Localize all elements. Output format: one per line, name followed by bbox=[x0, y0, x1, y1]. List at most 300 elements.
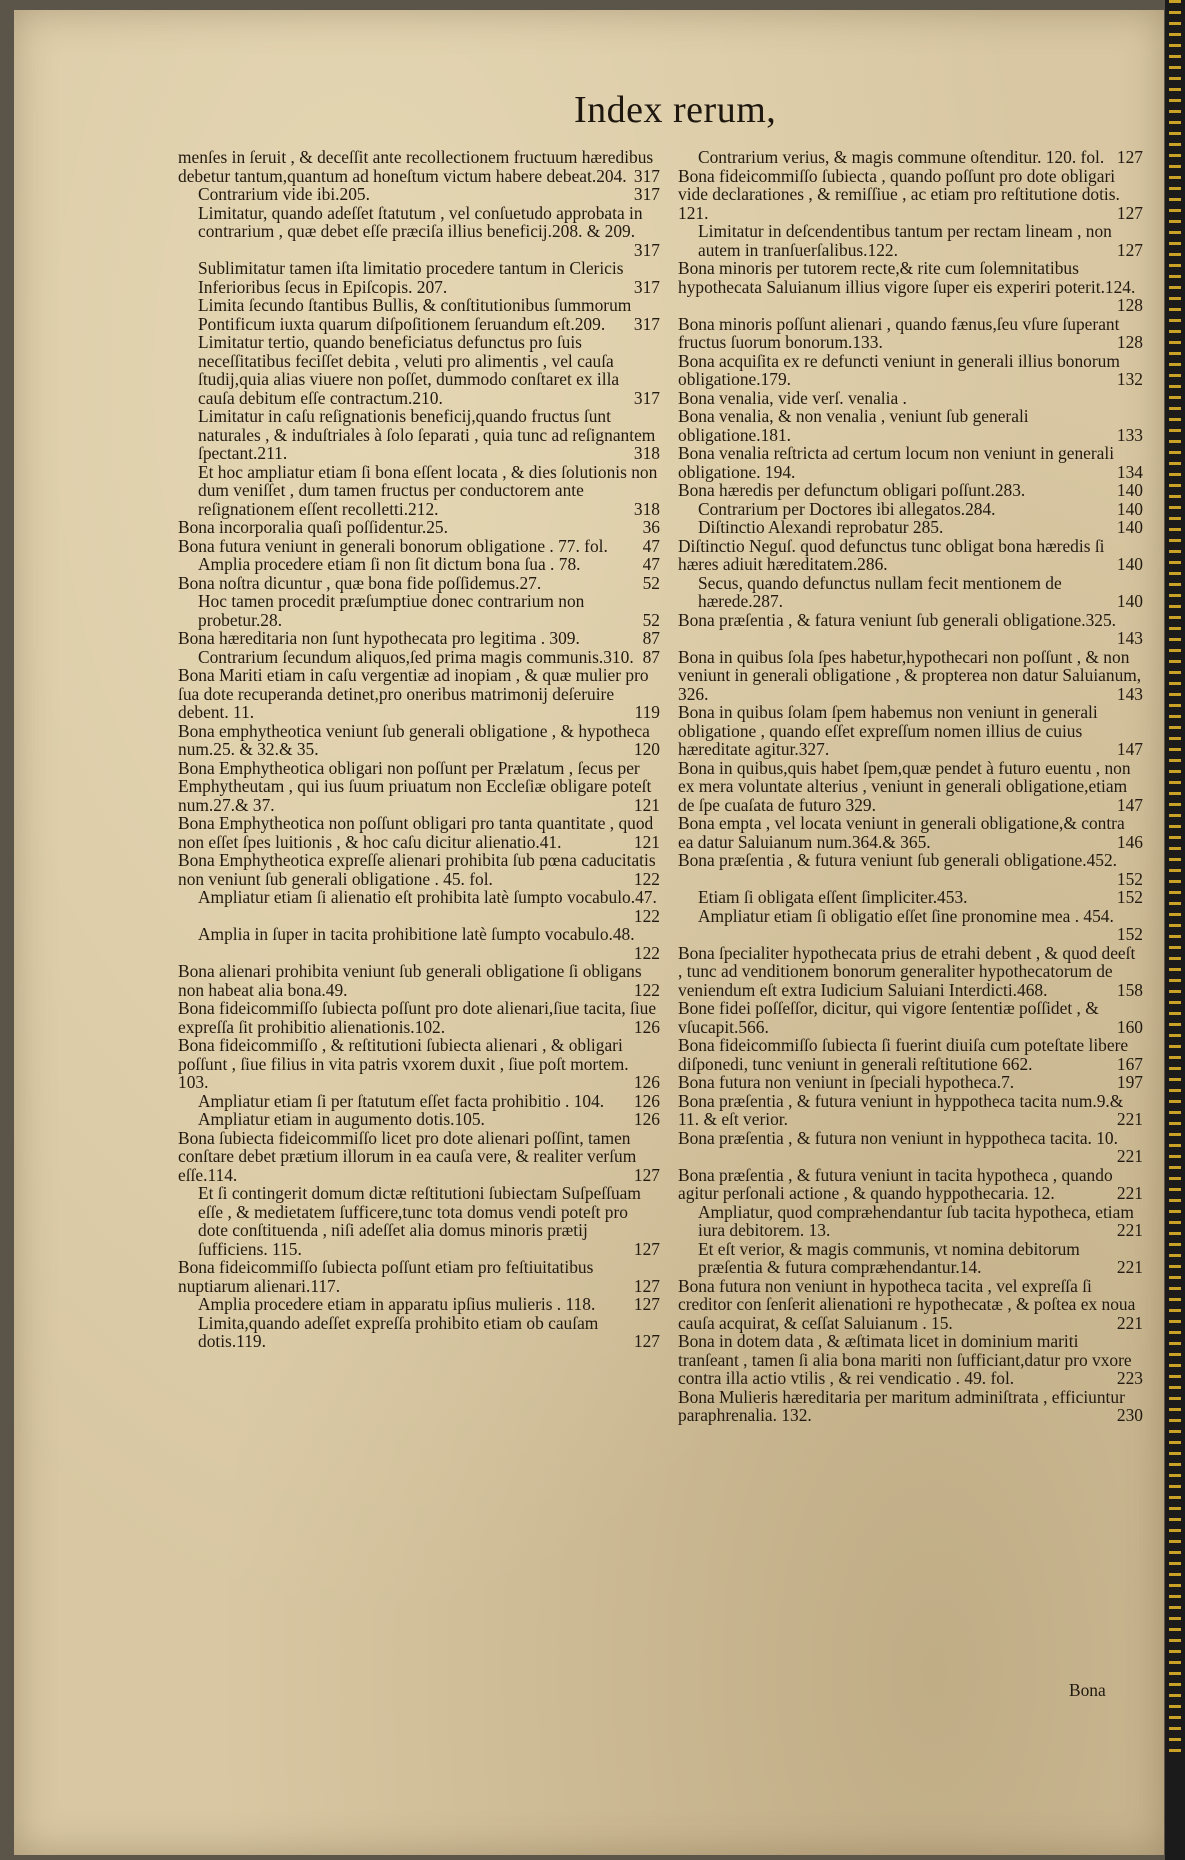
page-reference: 121 bbox=[633, 831, 660, 852]
entry-text: Contrarium vide ibi.205. bbox=[198, 184, 370, 204]
entry-text: Bona in quibus ſolam ſpem habemus non veniunt in generali obligatione , quando eſſet expreſſum nomen illius de cuius hæreditate agitur.327. bbox=[678, 702, 1098, 759]
index-entry bbox=[178, 296, 660, 333]
ruler-tick bbox=[1169, 1738, 1181, 1741]
entry-text: Bona alienari prohibita veniunt ſub generali obligatione ſi obligans non habeat alia bona.49. bbox=[178, 961, 642, 1000]
ruler-tick bbox=[1169, 880, 1181, 883]
index-entry bbox=[678, 648, 1143, 704]
page-reference: 146 bbox=[1116, 831, 1143, 852]
ruler-tick bbox=[1169, 726, 1181, 729]
ruler-tick bbox=[1169, 671, 1181, 674]
index-entry bbox=[178, 1129, 660, 1185]
ruler-tick bbox=[1169, 869, 1181, 872]
ruler-tick bbox=[1169, 1045, 1181, 1048]
ruler-tick bbox=[1169, 121, 1181, 124]
ruler-tick bbox=[1169, 1705, 1181, 1708]
page-reference: 318 bbox=[633, 443, 660, 463]
page-reference: 147 bbox=[1116, 739, 1143, 759]
index-entry bbox=[178, 1258, 660, 1295]
ruler-tick bbox=[1169, 1353, 1181, 1356]
ruler-tick bbox=[1169, 66, 1181, 69]
ruler-tick bbox=[1169, 407, 1181, 410]
index-entry bbox=[678, 481, 1143, 500]
ruler-tick bbox=[1169, 176, 1181, 179]
ruler-tick bbox=[1169, 1056, 1181, 1059]
page-reference: 147 bbox=[1116, 794, 1143, 815]
index-entry bbox=[178, 962, 660, 999]
index-entry bbox=[178, 463, 660, 519]
index-entry bbox=[678, 1129, 1143, 1166]
ruler-tick bbox=[1169, 1716, 1181, 1719]
ruler-tick bbox=[1169, 1034, 1181, 1037]
page-reference: 127 bbox=[633, 1331, 660, 1351]
ruler-tick bbox=[1169, 1628, 1181, 1631]
ruler-tick bbox=[1169, 429, 1181, 432]
index-entry bbox=[178, 648, 660, 667]
ruler-tick bbox=[1169, 1463, 1181, 1466]
entry-text: Et ſi contingerit domum dictæ reſtitutioni ſubiectam Suſpeſſuam eſſe , & medietatem ſufficere,tunc tota domus vendi poteſt pro dote conſtituenda , niſi adeſſet alia domus minoris prætij ſufficiens. 115. bbox=[198, 1183, 641, 1259]
ruler-tick bbox=[1169, 1529, 1181, 1532]
page-reference: 317 bbox=[633, 239, 660, 260]
ruler-tick bbox=[1169, 616, 1181, 619]
index-entry bbox=[678, 1332, 1143, 1388]
ruler-tick bbox=[1169, 143, 1181, 146]
catchword: Bona bbox=[1069, 1680, 1106, 1700]
entry-text: Limitatur in deſcendentibus tantum per rectam lineam , non autem in tranſuerſalibus.122. bbox=[698, 221, 1112, 260]
index-entry bbox=[178, 1314, 660, 1351]
ruler-tick bbox=[1169, 660, 1181, 663]
ruler-tick bbox=[1169, 1419, 1181, 1422]
ruler-tick bbox=[1169, 748, 1181, 751]
index-entry bbox=[678, 611, 1143, 648]
entry-text: Bona acquiſita ex re defuncti veniunt in generali illius bonorum obligatione.179. bbox=[678, 350, 1120, 389]
index-entry bbox=[178, 407, 660, 463]
ruler-tick bbox=[1169, 22, 1181, 25]
entry-text: Bona fideicommiſſo ſubiecta poſſunt pro dote alienari,ſiue tacita, ſiue expreſſa ſit prohibitio alienationis.102. bbox=[178, 998, 657, 1037]
page-reference: 133 bbox=[1116, 424, 1143, 445]
page-reference: 128 bbox=[1116, 295, 1143, 315]
ruler-tick bbox=[1169, 1518, 1181, 1521]
entry-text: Bona Emphytheotica expreſſe alienari prohibita ſub pœna caducitatis non veniunt ſub generali obligatione . 45. fol. bbox=[178, 850, 656, 889]
index-entry bbox=[678, 1092, 1143, 1129]
entry-text: Contrarium ſecundum aliquos,ſed prima magis communis.310. bbox=[198, 646, 634, 667]
ruler-tick bbox=[1169, 209, 1181, 212]
page-reference: 127 bbox=[633, 1275, 660, 1296]
entry-text: Bona minoris per tutorem recte,& rite cum ſolemnitatibus hypothecata Saluianum illius vigore ſuper eis experiri poterit.124. bbox=[678, 258, 1136, 297]
entry-text: Bona in quibus ſola ſpes habetur,hypothecari non poſſunt , & non veniunt in generali obligatione , & propterea non datur Saluianum, 326. bbox=[678, 646, 1142, 704]
page-reference: 167 bbox=[1116, 1053, 1143, 1074]
ruler-tick bbox=[1169, 11, 1181, 14]
index-entry bbox=[178, 1036, 660, 1092]
page-reference: 126 bbox=[633, 1016, 660, 1037]
entry-text: Bona minoris poſſunt alienari , quando fænus,ſeu vſure ſuperant fructus ſuorum bonorum.133. bbox=[678, 313, 1120, 352]
entry-text: Bona emphytheotica veniunt ſub generali obligatione , & hypotheca num.25. & 32.& 35. bbox=[178, 720, 650, 759]
ruler-tick bbox=[1169, 154, 1181, 157]
ruler-tick bbox=[1169, 858, 1181, 861]
ruler-tick bbox=[1169, 1188, 1181, 1191]
page-reference: 87 bbox=[642, 646, 660, 667]
page-reference: 221 bbox=[1116, 1312, 1143, 1333]
ruler-tick bbox=[1169, 1397, 1181, 1400]
page-reference: 152 bbox=[1116, 924, 1143, 944]
index-entry bbox=[178, 1184, 660, 1258]
ruler-tick bbox=[1169, 1243, 1181, 1246]
index-entry bbox=[678, 1240, 1143, 1277]
ruler-tick bbox=[1169, 550, 1181, 553]
ruler-tick bbox=[1169, 1672, 1181, 1675]
index-entry bbox=[178, 999, 660, 1036]
index-entry bbox=[678, 1073, 1143, 1092]
index-entry bbox=[178, 722, 660, 759]
index-entry bbox=[678, 259, 1143, 315]
ruler-tick bbox=[1169, 1221, 1181, 1224]
entry-text: Etiam ſi obligata eſſent ſimpliciter.453. bbox=[698, 887, 968, 907]
ruler-tick bbox=[1169, 242, 1181, 245]
index-entry bbox=[678, 1036, 1143, 1073]
index-entry bbox=[178, 1295, 660, 1314]
ruler-tick bbox=[1169, 924, 1181, 927]
ruler-tick bbox=[1169, 231, 1181, 234]
ruler-tick bbox=[1169, 1111, 1181, 1114]
index-entry bbox=[678, 1388, 1143, 1425]
entry-text: Contrarium verius, & magis commune oſtenditur. 120. fol. bbox=[698, 147, 1105, 167]
page-reference: 127 bbox=[1116, 147, 1143, 167]
entry-text: Bona præſentia , & futura veniunt ſub generali obligatione.452. bbox=[678, 850, 1118, 870]
entry-text: Ampliatur, quod compræhendantur ſub tacita hypotheca, etiam iura debitorem. 13. bbox=[698, 1201, 1134, 1240]
ruler-tick bbox=[1169, 396, 1181, 399]
ruler-tick bbox=[1169, 473, 1181, 476]
book-page bbox=[14, 10, 1164, 1855]
ruler-tick bbox=[1169, 627, 1181, 630]
entry-text: Bona præſentia , & fatura veniunt ſub generali obligatione.325. bbox=[678, 609, 1117, 630]
index-entry bbox=[678, 944, 1143, 1000]
ruler-tick bbox=[1169, 1496, 1181, 1499]
entry-text: Limitatur tertio, quando beneficiatus defunctus pro ſuis neceſſitatibus feciſſet debita , veluti pro alimentis , vel cauſa ſtudij,quia alias viuere non poſſet, dummodo conſtaret ex illa cauſa debitum eſſe contractum.210. bbox=[198, 332, 620, 408]
page-reference: 128 bbox=[1116, 332, 1143, 352]
ruler-tick bbox=[1169, 77, 1181, 80]
ruler-tick bbox=[1169, 836, 1181, 839]
ruler-tick bbox=[1169, 561, 1181, 564]
page-reference: 152 bbox=[1116, 868, 1143, 889]
ruler-tick bbox=[1169, 1694, 1181, 1697]
ruler-tick bbox=[1169, 1386, 1181, 1389]
ruler-tick bbox=[1169, 1309, 1181, 1312]
entry-text: Contrarium per Doctores ibi allegatos.284. bbox=[698, 498, 996, 519]
entry-text: Bone fidei poſſeſſor, dicitur, qui vigore ſententiæ poſſidet , & vſucapit.566. bbox=[678, 998, 1099, 1037]
ruler-tick bbox=[1169, 1474, 1181, 1477]
ruler-tick bbox=[1169, 1298, 1181, 1301]
ruler-tick bbox=[1169, 341, 1181, 344]
entry-text: Bona præſentia , & futura non veniunt in hyppotheca tacita. 10. bbox=[678, 1127, 1118, 1148]
index-entry bbox=[678, 148, 1143, 167]
ruler-tick bbox=[1169, 418, 1181, 421]
ruler-tick bbox=[1169, 352, 1181, 355]
entry-text: Bona fideicommiſſo , & reſtitutioni ſubiecta alienari , & obligari poſſunt , ſiue filius in vita patris vxorem duxit , ſiue poſt mortem. 103. bbox=[178, 1035, 629, 1092]
ruler-tick bbox=[1169, 770, 1181, 773]
entry-text: Bona in quibus,quis habet ſpem,quæ pendet à futuro euentu , non ex mera voluntate alterius , veniunt in generali obligatione,etiam de ſpe cuaſata de futuro 329. bbox=[678, 757, 1131, 815]
ruler-tick bbox=[1169, 737, 1181, 740]
ruler-tick bbox=[1169, 1540, 1181, 1543]
page-reference: 126 bbox=[633, 1109, 660, 1129]
index-entry bbox=[678, 851, 1143, 888]
entry-text: Sublimitatur tamen iſta limitatio procedere tantum in Clericis Inferioribus ſecus in Epiſcopis. 207. bbox=[198, 258, 624, 297]
ruler-tick bbox=[1169, 451, 1181, 454]
page-reference: 127 bbox=[633, 1294, 660, 1314]
ruler-tick bbox=[1169, 1408, 1181, 1411]
ruler-tick bbox=[1169, 286, 1181, 289]
index-entry bbox=[178, 518, 660, 537]
index-entry bbox=[678, 574, 1143, 611]
page-reference: 47 bbox=[642, 535, 660, 556]
ruler-tick bbox=[1169, 297, 1181, 300]
index-entry bbox=[178, 555, 660, 574]
page-reference: 122 bbox=[633, 942, 660, 963]
ruler-tick bbox=[1169, 1595, 1181, 1598]
ruler-tick bbox=[1169, 1562, 1181, 1565]
entry-text: Ampliatur etiam in augumento dotis.105. bbox=[198, 1109, 485, 1129]
page-reference: 122 bbox=[633, 905, 660, 926]
ruler-tick bbox=[1169, 440, 1181, 443]
entry-text: Bona ſpecialiter hypothecata prius de etrahi debent , & quod deeſt , tunc ad venditionem bonorum generaliter hypothecatorum de veniendum eſt extra Iudicium Saluiani Interdicti.468. bbox=[678, 942, 1136, 1000]
ruler-tick bbox=[1169, 935, 1181, 938]
ruler-tick bbox=[1169, 1606, 1181, 1609]
ruler-tick bbox=[1169, 363, 1181, 366]
ruler-tick bbox=[1169, 253, 1181, 256]
entry-text: Limitatur, quando adeſſet ſtatutum , vel conſuetudo approbata in contrarium , quæ debet eſſe præciſa illius beneficij.208. & 209. bbox=[198, 202, 643, 241]
page-reference: 221 bbox=[1116, 1257, 1143, 1277]
index-entry bbox=[678, 407, 1143, 444]
index-entry bbox=[678, 888, 1143, 907]
entry-text: Bona hæreditaria non ſunt hypothecata pro legitima . 309. bbox=[178, 628, 580, 648]
page-reference: 47 bbox=[642, 554, 660, 574]
ruler-tick bbox=[1169, 902, 1181, 905]
page-reference: 140 bbox=[1116, 591, 1143, 611]
ruler-tick bbox=[1169, 1166, 1181, 1169]
ruler-tick bbox=[1169, 484, 1181, 487]
index-entry bbox=[678, 999, 1143, 1036]
entry-text: Bona empta , vel locata veniunt in generali obligatione,& contra ea datur Saluianum num.364.& 365. bbox=[678, 813, 1125, 852]
ruler-tick bbox=[1169, 220, 1181, 223]
ruler-tick bbox=[1169, 330, 1181, 333]
entry-text: Bona fideicommiſſo ſubiecta , quando poſſunt pro dote obligari vide declarationes , & remiſſiue , ac etiam pro reſtitutione dotis. 121. bbox=[678, 165, 1120, 223]
page-reference: 122 bbox=[633, 868, 660, 889]
ruler-tick bbox=[1169, 187, 1181, 190]
ruler-tick bbox=[1169, 781, 1181, 784]
ruler-tick bbox=[1169, 1210, 1181, 1213]
page-reference: 143 bbox=[1116, 683, 1143, 704]
ruler-tick bbox=[1169, 979, 1181, 982]
ruler-tick bbox=[1169, 1001, 1181, 1004]
ruler-tick bbox=[1169, 814, 1181, 817]
entry-text: Bona venalia, vide verſ. venalia . bbox=[678, 387, 907, 408]
index-entry bbox=[178, 759, 660, 815]
index-entry bbox=[178, 629, 660, 648]
ruler-tick bbox=[1169, 1617, 1181, 1620]
page-reference: 317 bbox=[633, 313, 660, 334]
entry-text: Et hoc ampliatur etiam ſi bona eſſent locata , & dies ſolutionis non dum veniſſet , dum tamen fructus per conductorem ante reſignationem eſſent recolletti.212. bbox=[198, 461, 658, 519]
ruler-tick bbox=[1169, 1584, 1181, 1587]
index-entry bbox=[678, 759, 1143, 815]
ruler-tick bbox=[1169, 1144, 1181, 1147]
page-reference: 140 bbox=[1116, 498, 1143, 519]
ruler-tick bbox=[1169, 715, 1181, 718]
ruler-tick bbox=[1169, 539, 1181, 542]
entry-text: Amplia procedere etiam in apparatu ipſius mulieris . 118. bbox=[198, 1294, 596, 1314]
ruler-tick bbox=[1169, 572, 1181, 575]
ruler-tick bbox=[1169, 682, 1181, 685]
ruler-tick bbox=[1169, 583, 1181, 586]
scan-ruler bbox=[1165, 0, 1185, 1860]
page-reference: 143 bbox=[1116, 628, 1143, 648]
ruler-tick bbox=[1169, 264, 1181, 267]
index-entry bbox=[178, 592, 660, 629]
entry-text: Limita,quando adeſſet expreſſa prohibito etiam ob cauſam dotis.119. bbox=[198, 1312, 599, 1351]
page-reference: 132 bbox=[1116, 369, 1143, 389]
ruler-tick bbox=[1169, 374, 1181, 377]
entry-text: Bona futura veniunt in generali bonorum obligatione . 77. fol. bbox=[178, 535, 608, 556]
ruler-tick bbox=[1169, 495, 1181, 498]
page-reference: 119 bbox=[634, 702, 660, 722]
index-entry bbox=[178, 537, 660, 556]
entry-text: Amplia in ſuper in tacita prohibitione latè ſumpto vocabulo.48. bbox=[198, 924, 635, 944]
page-reference: 230 bbox=[1116, 1405, 1143, 1425]
index-entry bbox=[678, 1166, 1143, 1203]
ruler-tick bbox=[1169, 319, 1181, 322]
ruler-tick bbox=[1169, 1342, 1181, 1345]
page-reference: 122 bbox=[633, 979, 660, 1000]
page-reference: 52 bbox=[642, 572, 660, 593]
ruler-tick bbox=[1169, 0, 1181, 3]
index-entry bbox=[178, 148, 660, 185]
index-entry bbox=[678, 1277, 1143, 1333]
page-reference: 127 bbox=[1116, 202, 1143, 223]
ruler-tick bbox=[1169, 1320, 1181, 1323]
index-entry bbox=[178, 888, 660, 925]
ruler-tick bbox=[1169, 506, 1181, 509]
index-entry bbox=[678, 352, 1143, 389]
index-column-left bbox=[178, 148, 660, 1351]
ruler-tick bbox=[1169, 55, 1181, 58]
ruler-tick bbox=[1169, 1375, 1181, 1378]
index-entry bbox=[178, 185, 660, 204]
entry-text: Bona præſentia , & futura veniunt in hyppotheca tacita num.9.& 11. & eſt verior. bbox=[678, 1090, 1124, 1129]
page-reference: 134 bbox=[1116, 461, 1143, 482]
ruler-tick bbox=[1169, 517, 1181, 520]
index-entry bbox=[178, 204, 660, 260]
entry-text: Et eſt verior, & magis communis, vt nomina debitorum præſentia & futura compræhendantur.14. bbox=[698, 1238, 1080, 1277]
index-entry bbox=[678, 1203, 1143, 1240]
ruler-tick bbox=[1169, 1441, 1181, 1444]
ruler-tick bbox=[1169, 1683, 1181, 1686]
index-entry bbox=[678, 518, 1143, 537]
ruler-tick bbox=[1169, 1430, 1181, 1433]
entry-text: Bona Mariti etiam in caſu vergentiæ ad inopiam , & quæ mulier pro ſua dote recuperanda detinet,pro oneribus matrimonij deſeruire debent. 11. bbox=[178, 665, 649, 722]
page-reference: 317 bbox=[633, 165, 660, 186]
ruler-tick bbox=[1169, 1177, 1181, 1180]
entry-text: Ampliatur etiam ſi per ſtatutum eſſet facta prohibitio . 104. bbox=[198, 1090, 605, 1111]
ruler-tick bbox=[1169, 1276, 1181, 1279]
ruler-tick bbox=[1169, 385, 1181, 388]
entry-text: Bona noſtra dicuntur , quæ bona fide poſſidemus.27. bbox=[178, 572, 542, 593]
ruler-tick bbox=[1169, 308, 1181, 311]
ruler-tick bbox=[1169, 198, 1181, 201]
ruler-tick bbox=[1169, 1199, 1181, 1202]
ruler-tick bbox=[1169, 110, 1181, 113]
ruler-tick bbox=[1169, 1331, 1181, 1334]
ruler-tick bbox=[1169, 44, 1181, 47]
ruler-tick bbox=[1169, 946, 1181, 949]
page-reference: 152 bbox=[1116, 887, 1143, 907]
index-entry bbox=[678, 907, 1143, 944]
entry-text: Limita ſecundo ſtantibus Bullis, & conſtitutionibus ſummorum Pontificum iuxta quarum diſpoſitionem ſeruandum eſt.209. bbox=[198, 295, 632, 334]
ruler-tick bbox=[1169, 759, 1181, 762]
ruler-tick bbox=[1169, 957, 1181, 960]
ruler-tick bbox=[1169, 33, 1181, 36]
page-reference: 87 bbox=[642, 628, 660, 648]
page-reference: 221 bbox=[1116, 1109, 1143, 1129]
index-entry bbox=[678, 703, 1143, 759]
ruler-tick bbox=[1169, 1078, 1181, 1081]
page-reference: 197 bbox=[1116, 1072, 1143, 1092]
entry-text: Bona venalia, & non venalia , veniunt ſub generali obligatione.181. bbox=[678, 406, 1029, 445]
ruler-tick bbox=[1169, 1452, 1181, 1455]
entry-text: Secus, quando defunctus nullam fecit mentionem de hærede.287. bbox=[698, 572, 1062, 611]
entry-text: Bona fideicommiſſo ſubiecta ſi fuerint diuiſa cum poteſtate libere diſponedi, tunc veniunt in generali reſtitutione 662. bbox=[678, 1035, 1129, 1074]
ruler-tick bbox=[1169, 1287, 1181, 1290]
page-reference: 160 bbox=[1116, 1016, 1143, 1037]
index-entry bbox=[178, 851, 660, 888]
ruler-tick bbox=[1169, 88, 1181, 91]
index-entry bbox=[678, 537, 1143, 574]
ruler-tick bbox=[1169, 1067, 1181, 1070]
page-reference: 317 bbox=[633, 276, 660, 297]
entry-text: Bona præſentia , & futura veniunt in tacita hypotheca , quando agitur perſonali actione , & quando hyppothecaria. 12. bbox=[678, 1164, 1113, 1203]
entry-text: menſes in ſeruit , & deceſſit ante recollectionem fructuum hæredibus debetur tantum,quantum ad honeſtum victum habere debeat.204. bbox=[178, 147, 654, 186]
index-entry bbox=[678, 500, 1143, 519]
ruler-tick bbox=[1169, 847, 1181, 850]
ruler-tick bbox=[1169, 649, 1181, 652]
page-reference: 126 bbox=[633, 1072, 660, 1092]
index-entry bbox=[178, 814, 660, 851]
ruler-tick bbox=[1169, 825, 1181, 828]
running-header: Index rerum, bbox=[574, 89, 777, 131]
ruler-tick bbox=[1169, 1650, 1181, 1653]
index-entry bbox=[678, 814, 1143, 851]
ruler-tick bbox=[1169, 1727, 1181, 1730]
ruler-tick bbox=[1169, 638, 1181, 641]
page-reference: 140 bbox=[1116, 480, 1143, 500]
index-entry bbox=[178, 925, 660, 962]
entry-text: Bona Emphytheotica obligari non poſſunt per Prælatum , ſecus per Emphytheutam , qui ius ſuum priuatum non Eccleſiæ obligare poteſt num.27.& 37. bbox=[178, 757, 652, 815]
ruler-tick bbox=[1169, 132, 1181, 135]
entry-text: Bona venalia reſtricta ad certum locum non veniunt in generali obligatione. 194. bbox=[678, 443, 1115, 482]
ruler-tick bbox=[1169, 1749, 1181, 1752]
page-reference: 127 bbox=[633, 1238, 660, 1259]
entry-text: Amplia procedere etiam ſi non ſit dictum bona ſua . 78. bbox=[198, 554, 581, 574]
index-entry bbox=[678, 389, 1143, 408]
ruler-tick bbox=[1169, 990, 1181, 993]
entry-text: Diſtinctio Neguſ. quod defunctus tunc obligat bona hæredis ſi hæres adiuit hæreditatem.286. bbox=[678, 535, 1105, 574]
index-entry bbox=[678, 167, 1143, 223]
ruler-tick bbox=[1169, 528, 1181, 531]
ruler-tick bbox=[1169, 968, 1181, 971]
page-reference: 318 bbox=[633, 498, 660, 519]
ruler-tick bbox=[1169, 605, 1181, 608]
entry-text: Ampliatur etiam ſi obligatio eſſet ſine pronomine mea . 454. bbox=[698, 905, 1114, 926]
entry-text: Bona incorporalia quaſi poſſidentur.25. bbox=[178, 517, 448, 537]
ruler-tick bbox=[1169, 1551, 1181, 1554]
ruler-tick bbox=[1169, 1507, 1181, 1510]
ruler-tick bbox=[1169, 1364, 1181, 1367]
